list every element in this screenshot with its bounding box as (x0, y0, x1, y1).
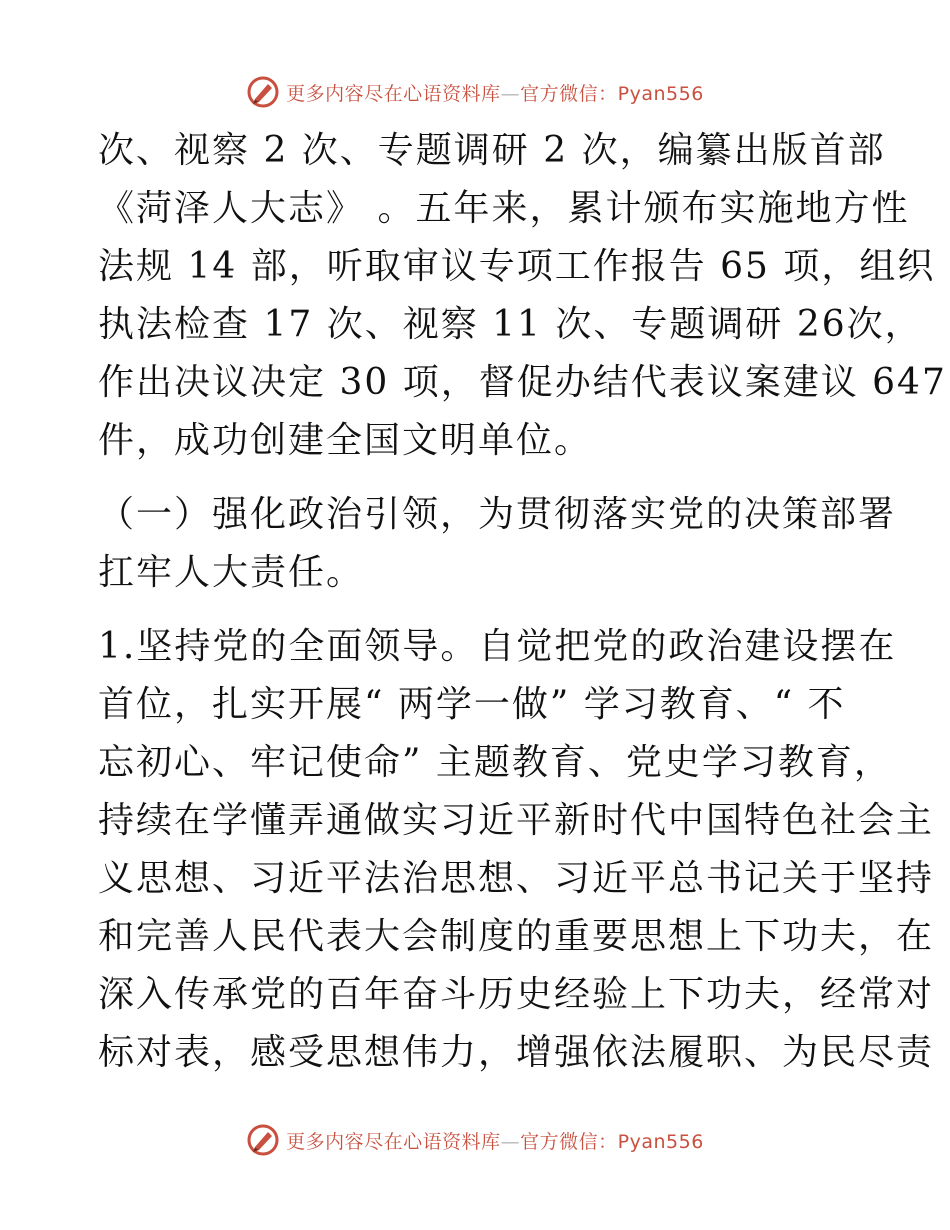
text-line: 首位，扎实开展“ 两学一做” 学习教育、“ 不 (98, 684, 846, 725)
text-line: 义思想、习近平法治思想、习近平总书记关于坚持 (98, 858, 935, 899)
text-line: 标对表，感受思想伟力，增强依法履职、为民尽责 (98, 1032, 935, 1073)
document-body (98, 122, 947, 1082)
paragraph-summary (98, 122, 947, 470)
text-line: 执法检查 17 次、视察 11 次、专题调研 26次， (98, 304, 923, 345)
text-line: 深入传承党的百年奋斗历史经验上下功夫，经常对 (98, 974, 935, 1015)
heading-line: 扛牢人大责任。 (98, 552, 365, 593)
text-line: 次、视察 2 次、专题调研 2 次，编纂出版首部 (98, 130, 886, 171)
section-heading (98, 486, 897, 602)
text-line: 法规 14 部，听取审议专项工作报告 65 项，组织 (98, 246, 936, 287)
text-line: 忘初心、牢记使命” 主题教育、党史学习教育， (98, 742, 892, 783)
watermark-separator: — (500, 1130, 521, 1153)
paragraph-item-1 (98, 618, 935, 1082)
watermark-text (286, 79, 704, 106)
text-line: 和完善人民代表大会制度的重要思想上下功夫，在 (98, 916, 935, 957)
watermark-text (286, 1127, 704, 1154)
text-line: 1.坚持党的全面领导。自觉把党的政治建设摆在 (98, 626, 897, 667)
text-line: 件，成功创建全国文明单位。 (98, 420, 593, 461)
pen-circle-icon (246, 75, 280, 109)
text-line: 持续在学懂弄通做实习近平新时代中国特色社会主 (98, 800, 935, 841)
text-line: 作出决议决定 30 项，督促办结代表议案建议 647 (98, 362, 947, 403)
footer-watermark (0, 1120, 950, 1160)
watermark-contact: 官方微信：Pyan556 (520, 82, 704, 105)
heading-line: （一）强化政治引领，为贯彻落实党的决策部署 (98, 494, 897, 535)
watermark-contact: 官方微信：Pyan556 (520, 1130, 704, 1153)
pen-circle-icon (246, 1123, 280, 1157)
header-watermark (0, 72, 950, 112)
text-line: 《菏泽人大志》 。五年来，累计颁布实施地方性 (98, 188, 910, 229)
watermark-slogan: 更多内容尽在心语资料库 (286, 1130, 501, 1153)
watermark-separator: — (500, 82, 521, 105)
watermark-slogan: 更多内容尽在心语资料库 (286, 82, 501, 105)
